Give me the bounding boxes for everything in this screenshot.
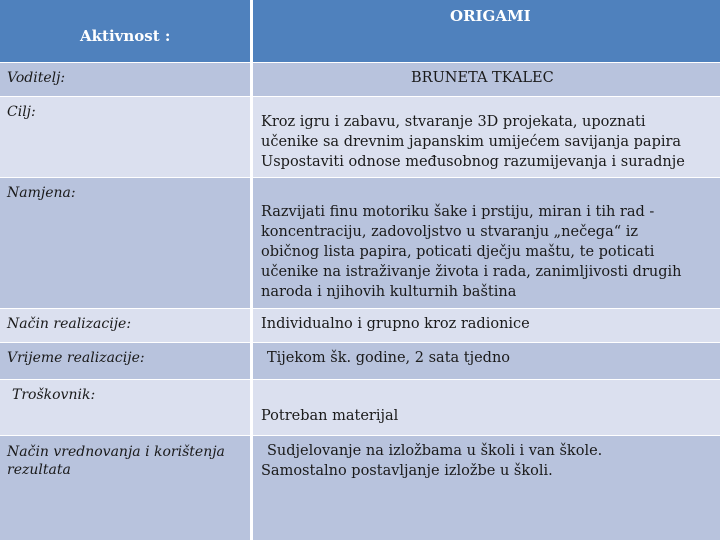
row-troskovnik-label xyxy=(0,380,250,435)
cilj-line-3: Uspostaviti odnose međusobnog razumijevanja i suradnje xyxy=(261,154,685,170)
vrijeme-value-text: Tijekom šk. godine, 2 sata tjedno xyxy=(267,350,511,366)
voditelj-label-text: Voditelj: xyxy=(7,70,66,86)
voditelj-value-text: BRUNETA TKALEC xyxy=(411,70,554,86)
row-vrednovanje-label xyxy=(0,436,250,540)
row-cilj-label xyxy=(0,97,250,177)
vrednovanje-label-text: Način vrednovanja i korištenja rezultata xyxy=(7,444,225,478)
vrednovanje-line-1: Sudjelovanje na izložbama u školi i van škole. xyxy=(267,443,603,459)
namjena-line-4: učenike na istraživanje života i rada, zanimljivosti drugih xyxy=(261,264,682,280)
namjena-line-5: naroda i njihovih kulturnih baština xyxy=(261,284,517,300)
nacin-realizacije-value-text: Individualno i grupno kroz radionice xyxy=(261,316,530,332)
activity-label: Aktivnost : xyxy=(80,27,171,45)
namjena-line-3: običnog lista papira, poticati dječju maštu, te poticati xyxy=(261,244,655,260)
cilj-label-text: Cilj: xyxy=(7,104,36,120)
row-nacin-realizacije-value xyxy=(253,309,720,342)
row-vrijeme-label xyxy=(0,343,250,379)
row-troskovnik-value xyxy=(253,380,720,435)
header-right-cell xyxy=(253,0,720,62)
row-vrijeme-value xyxy=(253,343,720,379)
namjena-line-1: Razvijati finu motoriku šake i prstiju, miran i tih rad - xyxy=(261,204,655,220)
vrijeme-label-text: Vrijeme realizacije: xyxy=(7,350,145,366)
row-cilj-value xyxy=(253,97,720,177)
row-voditelj-label xyxy=(0,63,250,96)
row-namjena-value xyxy=(253,178,720,308)
row-nacin-realizacije-label xyxy=(0,309,250,342)
troskovnik-value-text: Potreban materijal xyxy=(261,408,399,424)
cilj-line-1: Kroz igru i zabavu, stvaranje 3D projekata, upoznati xyxy=(261,114,646,130)
nacin-realizacije-label-text: Način realizacije: xyxy=(7,316,132,332)
namjena-label-text: Namjena: xyxy=(7,185,76,201)
row-namjena-label xyxy=(0,178,250,308)
namjena-line-2: koncentraciju, zadovoljstvo u stvaranju „nečega“ iz xyxy=(261,224,639,240)
cilj-line-2: učenike sa drevnim japanskim umijećem savijanja papira xyxy=(261,134,682,150)
row-voditelj-value xyxy=(253,63,720,96)
vrednovanje-line-2: Samostalno postavljanje izložbe u školi. xyxy=(261,463,553,479)
troskovnik-label-text: Troškovnik: xyxy=(12,387,96,403)
activity-title: ORIGAMI xyxy=(450,7,531,25)
header-left-cell xyxy=(0,0,250,62)
row-vrednovanje-value xyxy=(253,436,720,540)
